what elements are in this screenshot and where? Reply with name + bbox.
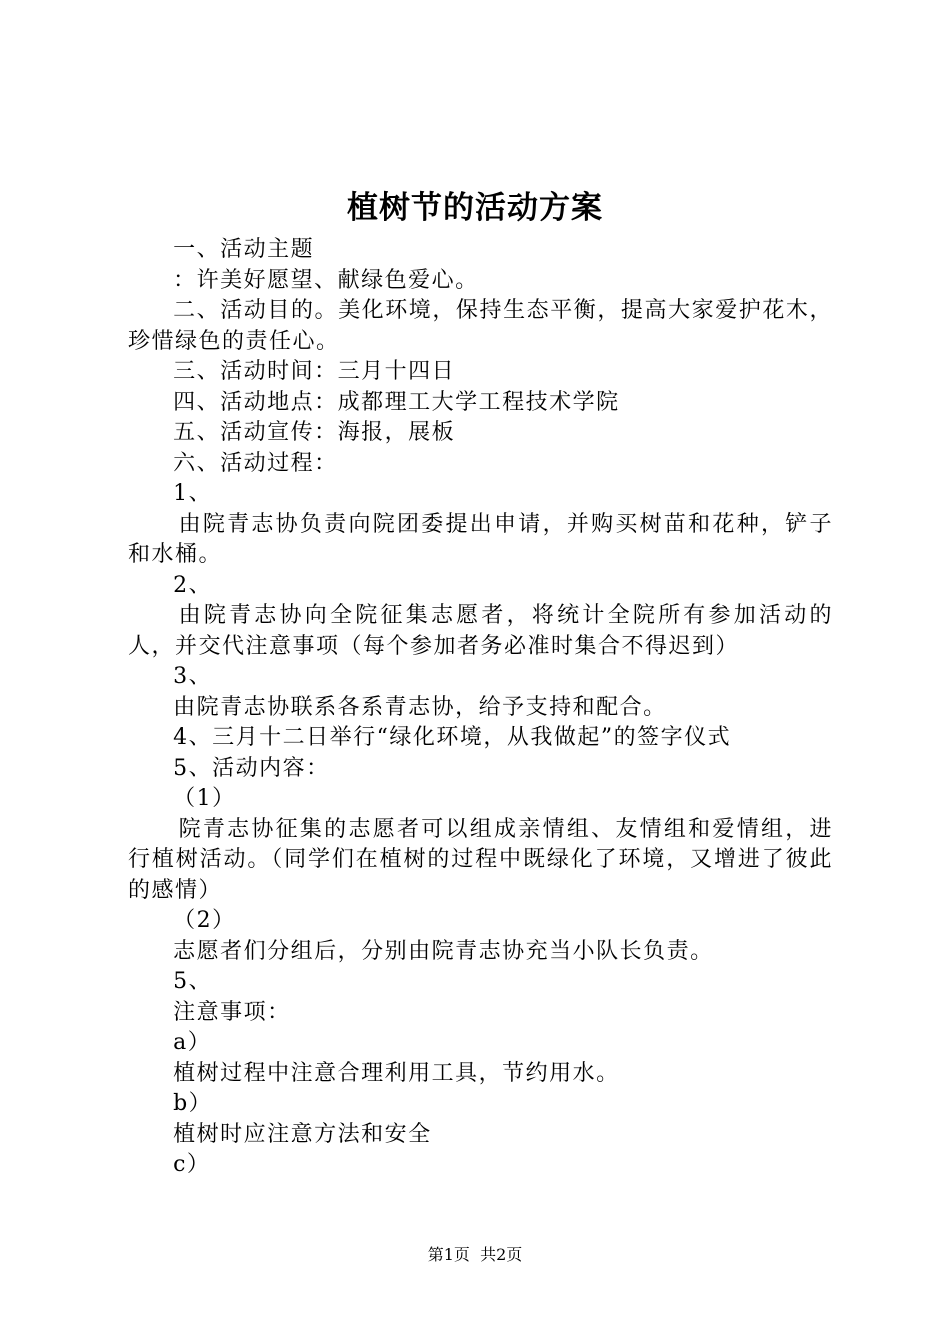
paragraph-6: 五、活动宣传：海报，展板 [173, 420, 456, 445]
paragraph-19: 志愿者们分组后，分别由院青志协充当小队长负责。 [173, 938, 714, 964]
paragraph-9: 由院青志协负责向院团委提出申请，并购买树苗和花种，铲子和水桶。 [128, 511, 833, 567]
paragraph-21: 注意事项： [173, 999, 291, 1025]
page-footer: 第1页 共2页 [427, 1245, 523, 1264]
paragraph-18: （2） [173, 908, 236, 933]
paragraph-23: 植树过程中注意合理利用工具，节约用水。 [173, 1060, 620, 1086]
document-title: 植树节的活动方案 [347, 190, 603, 226]
paragraph-2: ：许美好愿望、献绿色爱心。 [173, 267, 479, 293]
paragraph-17: 院青志协征集的志愿者可以组成亲情组、友情组和爱情组，进行植树活动。（同学们在植树的过程中既绿化了环境，又增进了彼此的感情） [128, 816, 833, 903]
paragraph-16: （1） [173, 786, 236, 811]
paragraph-10: 2、 [173, 572, 213, 598]
paragraph-22: a） [173, 1030, 212, 1055]
paragraph-12: 3、 [173, 664, 213, 689]
paragraph-14: 4、三月十二日举行“绿化环境，从我做起”的签字仪式 [173, 725, 732, 750]
paragraph-8: 1、 [173, 481, 213, 506]
paragraph-7: 六、活动过程： [173, 450, 338, 476]
paragraph-25: 植树时应注意方法和安全 [173, 1121, 432, 1147]
paragraph-26: c） [173, 1152, 211, 1177]
paragraph-20: 5、 [173, 969, 213, 994]
paragraph-1: 一、活动主题 [173, 237, 315, 262]
paragraph-24: b） [173, 1091, 213, 1116]
paragraph-5: 四、活动地点：成都理工大学工程技术学院 [173, 389, 620, 415]
paragraph-3: 二、活动目的。美化环境，保持生态平衡，提高大家爱护花木，珍惜绿色的责任心。 [128, 298, 833, 354]
paragraph-11: 由院青志协向全院征集志愿者，将统计全院所有参加活动的人，并交代注意事项（每个参加者务必准时集合不得迟到） [128, 603, 833, 659]
paragraph-13: 由院青志协联系各系青志协，给予支持和配合。 [173, 694, 667, 720]
paragraph-4: 三、活动时间：三月十四日 [173, 359, 456, 384]
paragraph-15: 5、活动内容： [173, 755, 330, 781]
document-body [128, 235, 833, 1181]
